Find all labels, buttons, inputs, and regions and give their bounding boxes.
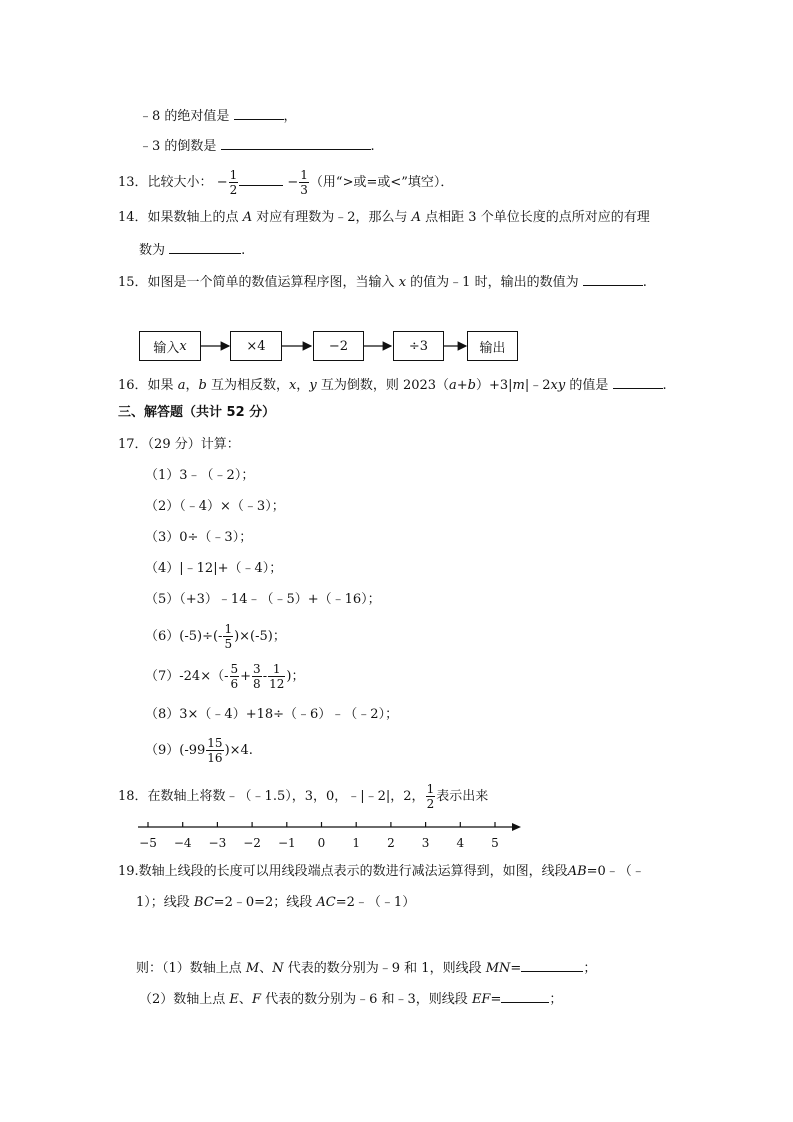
number-line-tick-label: 5: [491, 836, 499, 850]
reciprocal-question: ﹣3 的倒数是 .: [139, 135, 375, 156]
flow-multiply-box: ×4: [230, 331, 282, 361]
number-line-tick-label: 4: [456, 836, 465, 850]
q17-item-3: （3）0÷（﹣3）；: [145, 530, 253, 545]
q17-item-4: （4）|﹣12|+（﹣4）；: [145, 561, 283, 576]
question-18: 18．在数轴上将数﹣（﹣1.5），3，0，﹣|﹣2|，2， $\frac{1}{2}$ 表示出来: [118, 782, 489, 811]
fraction: $\frac{1}{5}$: [224, 622, 233, 651]
answer-blank[interactable]: [501, 988, 549, 1003]
q17-item-9: （9）(-99 $\frac{15}{16}$ )×4.: [145, 736, 253, 765]
flow-input-box: 输入 x: [139, 331, 201, 361]
fraction: $\frac{3}{8}$: [253, 662, 261, 691]
q17-item-6: （6）(-5)÷(- $\frac{1}{5}$ )×(-5)；: [145, 622, 286, 651]
number-line-tick-label: −5: [139, 836, 157, 850]
abs-value-question: ﹣8 的绝对值是 ，: [139, 105, 297, 126]
fraction: $\frac{1}{3}$: [300, 168, 308, 197]
number-line-tick-label: −2: [243, 836, 261, 850]
number-line-tick-label: 1: [352, 836, 361, 850]
q17-item-7: （7）-24×（- $\frac{5}{6}$ + $\frac{3}{8}$ - $\frac{1}{12}$ )；: [145, 662, 305, 691]
fraction: $\frac{1}{2}$: [229, 168, 238, 197]
question-13: 13．比较大小： − $\frac{1}{2}$ − $\frac{1}{3}$ （用“>或=或<”填空）．: [118, 168, 454, 197]
question-19-part1: 则：（1）数轴上点 M、N 代表的数分别为﹣9 和 1，则线段 MN= ；: [136, 957, 596, 978]
question-14-line1: 14．如果数轴上的点 A 对应有理数为﹣2，那么与 A 点相距 3 个单位长度的点所对应的有理: [118, 210, 650, 225]
question-15: 15．如图是一个简单的数值运算程序图，当输入 x 的值为﹣1 时，输出的数值为 .: [118, 271, 647, 292]
q17-item-5: （5）（+3）﹣14﹣（﹣5）+（﹣16）；: [145, 592, 381, 607]
number-line-tick-label: −3: [208, 836, 227, 850]
section-heading: 三、解答题（共计 52 分）: [118, 405, 276, 420]
number-line-tick-label: 0: [317, 836, 326, 850]
question-19-line1: 19.数轴上线段的长度可以用线段端点表示的数进行减法运算得到，如图，线段AB=0﹣（﹣: [118, 864, 645, 879]
fraction: $\frac{15}{16}$: [207, 736, 223, 765]
answer-blank[interactable]: [613, 374, 663, 389]
question-14-line2: 数为 .: [139, 239, 245, 260]
fraction: $\frac{5}{6}$: [230, 662, 239, 691]
question-19-part2: （2）数轴上点 E、F 代表的数分别为﹣6 和﹣3，则线段 EF= ；: [139, 988, 562, 1009]
number-line-tick-label: 2: [387, 836, 395, 850]
number-line: [0, 815, 793, 860]
number-line-arrowhead: [512, 823, 521, 831]
number-line-tick-label: −4: [173, 836, 192, 850]
q17-item-2: （2）（﹣4）×（﹣3）；: [145, 499, 285, 514]
flow-output-box: 输出: [467, 331, 518, 361]
question-17-title: 17．（29 分）计算：: [118, 437, 240, 452]
fraction: $\frac{1}{2}$: [426, 782, 435, 811]
question-19-line2: 1）；线段 BC=2﹣0=2；线段 AC=2﹣（﹣1）: [136, 895, 416, 910]
q17-item-8: （8）3×（﹣4）+18÷（﹣6）﹣（﹣2）；: [145, 707, 399, 722]
number-line-tick-label: −1: [277, 836, 296, 850]
q17-item-1: （1）3﹣（﹣2）；: [145, 468, 255, 483]
answer-blank[interactable]: [521, 957, 583, 972]
fraction: $\frac{1}{12}$: [269, 662, 285, 691]
number-line-tick-label: 3: [421, 836, 430, 850]
flow-subtract-box: −2: [313, 331, 364, 361]
flow-divide-box: ÷3: [393, 331, 444, 361]
question-16: 16．如果 a，b 互为相反数，x，y 互为倒数，则 2023（a+b）+3|m|﹣2xy 的值是 .: [118, 374, 667, 395]
